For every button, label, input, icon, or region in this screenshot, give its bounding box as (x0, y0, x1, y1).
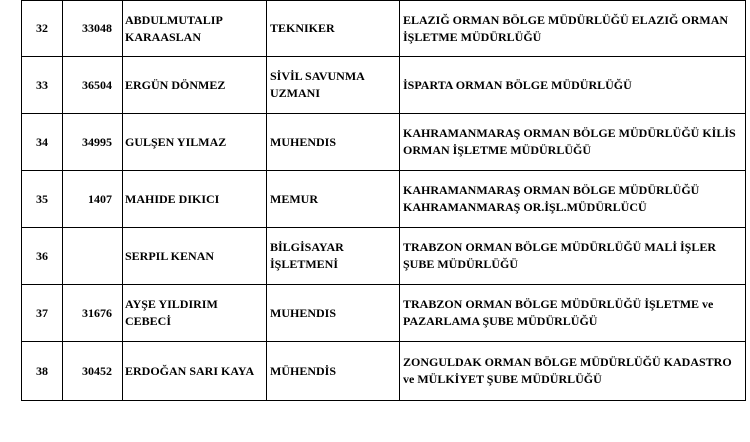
registry-number: 34995 (63, 114, 123, 171)
assigned-unit: TRABZON ORMAN BÖLGE MÜDÜRLÜĞÜ MALİ İŞLER ŞUBE MÜDÜRLÜĞÜ (400, 228, 746, 285)
person-name: SERPIL KENAN (123, 228, 267, 285)
assigned-unit: ZONGULDAK ORMAN BÖLGE MÜDÜRLÜĞÜ KADASTRO ve MÜLKİYET ŞUBE MÜDÜRLÜĞÜ (400, 342, 746, 401)
row-number: 34 (22, 114, 63, 171)
registry-number: 33048 (63, 1, 123, 57)
job-title: TEKNIKER (267, 1, 400, 57)
registry-number (63, 228, 123, 285)
job-title: SİVİL SAVUNMA UZMANI (267, 57, 400, 114)
job-title: MEMUR (267, 171, 400, 228)
row-number: 33 (22, 57, 63, 114)
table-row (22, 285, 746, 342)
table-row (22, 1, 746, 57)
table-row (22, 171, 746, 228)
table-row (22, 57, 746, 114)
assigned-unit: KAHRAMANMARAŞ ORMAN BÖLGE MÜDÜRLÜĞÜ KAHRAMANMARAŞ OR.İŞL.MÜDÜRLÜCÜ (400, 171, 746, 228)
personnel-table (21, 0, 746, 401)
person-name: GULŞEN YILMAZ (123, 114, 267, 171)
job-title: MUHENDIS (267, 114, 400, 171)
person-name: AYŞE YILDIRIM CEBECİ (123, 285, 267, 342)
job-title: BİLGİSAYAR İŞLETMENİ (267, 228, 400, 285)
person-name: ABDULMUTALIP KARAASLAN (123, 1, 267, 57)
job-title: MÜHENDİS (267, 342, 400, 401)
row-number: 36 (22, 228, 63, 285)
registry-number: 36504 (63, 57, 123, 114)
table-row (22, 342, 746, 401)
person-name: ERDOĞAN SARI KAYA (123, 342, 267, 401)
assigned-unit: TRABZON ORMAN BÖLGE MÜDÜRLÜĞÜ İŞLETME ve PAZARLAMA ŞUBE MÜDÜRLÜĞÜ (400, 285, 746, 342)
row-number: 38 (22, 342, 63, 401)
row-number: 32 (22, 1, 63, 57)
assigned-unit: ELAZIĞ ORMAN BÖLGE MÜDÜRLÜĞÜ ELAZIĞ ORMAN İŞLETME MÜDÜRLÜĞÜ (400, 1, 746, 57)
registry-number: 31676 (63, 285, 123, 342)
assigned-unit: İSPARTA ORMAN BÖLGE MÜDÜRLÜĞÜ (400, 57, 746, 114)
registry-number: 30452 (63, 342, 123, 401)
row-number: 37 (22, 285, 63, 342)
row-number: 35 (22, 171, 63, 228)
table-row (22, 114, 746, 171)
registry-number: 1407 (63, 171, 123, 228)
job-title: MUHENDIS (267, 285, 400, 342)
person-name: MAHIDE DIKICI (123, 171, 267, 228)
assigned-unit: KAHRAMANMARAŞ ORMAN BÖLGE MÜDÜRLÜĞÜ KİLİS ORMAN İŞLETME MÜDÜRLÜĞÜ (400, 114, 746, 171)
person-name: ERGÜN DÖNMEZ (123, 57, 267, 114)
table-row (22, 228, 746, 285)
